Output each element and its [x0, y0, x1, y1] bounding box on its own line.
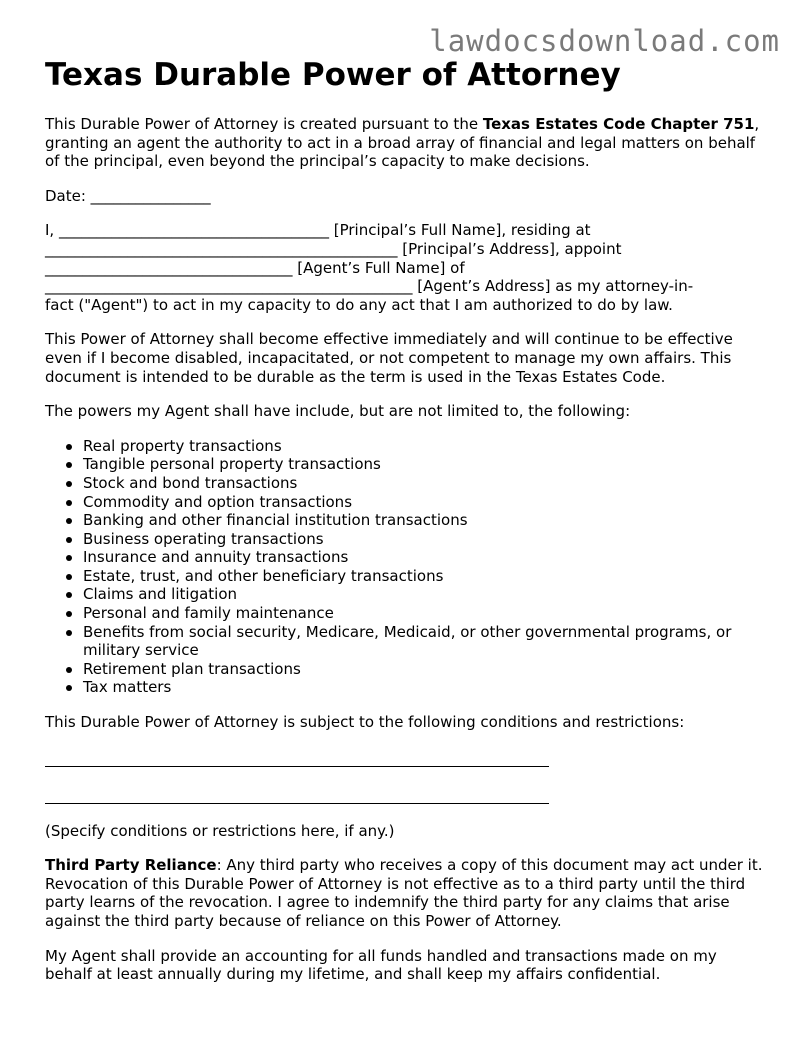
- appointment-line-4: _________________________________________________ [Agent’s Address] as my attorney-in-: [45, 277, 694, 296]
- conditions-intro: This Durable Power of Attorney is subject to the following conditions and restrictions:: [45, 713, 685, 732]
- list-item: Estate, trust, and other beneficiary transactions: [83, 567, 765, 586]
- list-item: Commodity and option transactions: [83, 493, 765, 512]
- powers-list: [45, 437, 765, 697]
- appointment-line-3: _________________________________ [Agent’s Full Name] of: [45, 258, 465, 277]
- list-item: Claims and litigation: [83, 585, 765, 604]
- intro-text-after: , granting an agent the authority to act in a broad array of financial and legal matters on behalf of the principal, even beyond the principal’s capacity to make decisions.: [45, 115, 760, 171]
- third-party-text: : Any third party who receives a copy of this document may act under it. Revocation of this Durable Power of Attorney is not effective as to a third party until the third party learns of the revocation. I agree to indemnify the third party for any claims that arise against the third party because of reliance on this Power of Attorney.: [45, 856, 763, 930]
- intro-statute: Texas Estates Code Chapter 751: [482, 115, 755, 133]
- date-line: Date: ________________: [45, 186, 211, 205]
- third-party-paragraph: [45, 856, 765, 930]
- document-page: [45, 56, 765, 1000]
- conditions-blank-line-2[interactable]: [45, 785, 549, 804]
- appointment-paragraph: [45, 221, 765, 314]
- intro-text-before: This Durable Power of Attorney is created pursuant to the: [45, 115, 483, 133]
- appointment-line-2: _______________________________________________ [Principal’s Address], appoint: [45, 239, 622, 258]
- watermark: lawdocsdownload.com: [429, 24, 780, 58]
- list-item: Real property transactions: [83, 437, 765, 456]
- effective-paragraph: This Power of Attorney shall become effective immediately and will continue to be effective even if I become disabled, incapacitated, or not competent to manage my own affairs. This document is intended to be durable as the term is used in the Texas Estates Code.: [45, 330, 733, 386]
- conditions-blank-line-1[interactable]: [45, 748, 549, 767]
- list-item: Retirement plan transactions: [83, 660, 765, 679]
- list-item: Personal and family maintenance: [83, 604, 765, 623]
- accounting-paragraph: My Agent shall provide an accounting for all funds handled and transactions made on my behalf at least annually during my lifetime, and shall keep my affairs confidential.: [45, 946, 717, 984]
- intro-paragraph: [45, 115, 765, 171]
- list-item: Insurance and annuity transactions: [83, 548, 765, 567]
- list-item: Tangible personal property transactions: [83, 455, 765, 474]
- appointment-line-5: fact ("Agent") to act in my capacity to do any act that I am authorized to do by law.: [45, 295, 673, 314]
- list-item: Business operating transactions: [83, 530, 765, 549]
- list-item: Stock and bond transactions: [83, 474, 765, 493]
- document-title: Texas Durable Power of Attorney: [45, 57, 621, 93]
- list-item: Benefits from social security, Medicare, Medicaid, or other governmental programs, or military service: [83, 623, 765, 660]
- appointment-line-1: I, ____________________________________ [Principal’s Full Name], residing at: [45, 221, 591, 240]
- powers-intro: The powers my Agent shall have include, but are not limited to, the following:: [45, 402, 631, 421]
- list-item: Tax matters: [83, 678, 765, 697]
- third-party-heading: Third Party Reliance: [45, 856, 217, 875]
- list-item: Banking and other financial institution transactions: [83, 511, 765, 530]
- conditions-note: (Specify conditions or restrictions here, if any.): [45, 821, 395, 840]
